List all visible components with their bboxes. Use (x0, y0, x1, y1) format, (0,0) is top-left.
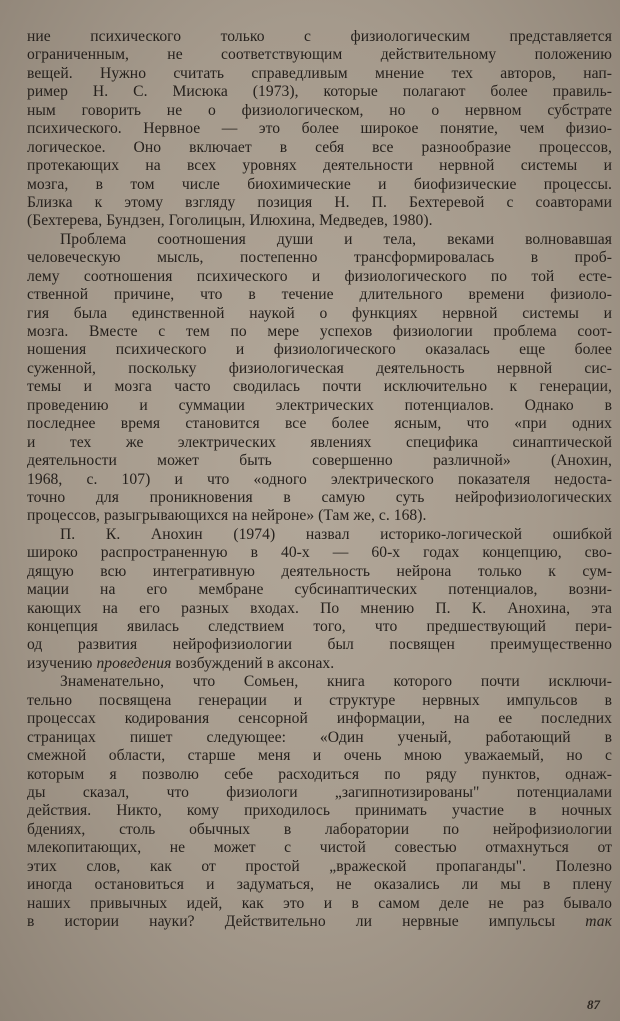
text-line: ды сказал, что физиологи „загипнотизированы" потенциалами (27, 783, 612, 801)
text-line: мации на его мембране субсинаптических потенциалов, возни- (27, 581, 612, 599)
text-line: Знаменательно, что Сомьен, книга которого почти исключи- (60, 673, 612, 691)
text-line: ние психического только с физиологическим представляется (27, 28, 612, 45)
text-line: широко распространенную в 40-х — 60-х годах концепцию, сво- (27, 544, 612, 562)
text-line: ограниченным, не соответствующим действительному положению (27, 46, 612, 64)
text-line: последнее время становится все более ясным, что «при одних (27, 415, 612, 433)
text-line: гия была единственной наукой о функциях нервной системы и (27, 304, 612, 322)
paragraph-4 (27, 673, 612, 931)
text-line: действия. Никто, кому приходилось принимать участие в ночных (27, 802, 612, 820)
text-line: вещей. Нужно считать справедливым мнение тех авторов, нап- (27, 64, 612, 82)
text-line: ример Н. С. Мисюка (1973), которые полагают более правиль- (27, 83, 612, 101)
paragraph-3 (27, 526, 612, 674)
text-line: мозга, в том числе биохимические и биофизические процессы. (27, 175, 612, 193)
text-line: темы и мозга часто сводилась почти исключительно к генерации, (27, 378, 612, 396)
text-line: проведению и суммации электрических потенциалов. Однако в (27, 396, 612, 414)
text-line: дящую всю интегративную деятельность нейрона только к сум- (27, 562, 612, 580)
text-line: иногда остановиться и задуматься, не оказались ли мы в плену (27, 876, 612, 894)
text-line: Проблема соотношения души и тела, веками волновавшая (60, 230, 612, 248)
page-text (27, 28, 612, 931)
text-line: тельно посвящена генерации и структуре нервных импульсов в (27, 691, 612, 709)
paragraph-2 (27, 231, 612, 526)
paragraph-1 (27, 28, 612, 231)
text-line: точно для проникновения в самую суть нейрофизиологических (27, 488, 612, 506)
text-line: 1968, с. 107) и что «одного электрического показателя недоста- (27, 470, 612, 488)
text-line: Близка к этому взгляду позиция Н. П. Бехтеревой с соавторами (27, 193, 612, 211)
italic-emphasis: так (585, 913, 612, 930)
text-line (27, 655, 612, 673)
text-line: человеческую мысль, постепенно трансформировалась в проб- (27, 249, 612, 267)
text-line: суженной, поскольку физиологическая деятельность нервной сис- (27, 359, 612, 377)
italic-emphasis: проведения (96, 654, 172, 672)
text-line: лему соотношения психического и физиологического по той есте- (27, 267, 612, 285)
text-line: логическое. Оно включает в себя все разнообразие процессов, (27, 138, 612, 156)
text-line: кающих на его разных входах. По мнению П. К. Анохина, эта (27, 599, 612, 617)
text-line: страницах пишет следующее: «Один ученый, работающий в (27, 728, 612, 746)
text-line: процессов, разыгрывающихся на нейроне» (Там же, с. 168). (27, 507, 427, 525)
text-line: психического. Нервное — это более широкое понятие, чем физио- (27, 120, 612, 138)
text-line: и тех же электрических явлениях специфика синаптической (27, 433, 612, 451)
text-line: которым я позволю себе расходиться по ряду пунктов, однаж- (27, 765, 612, 783)
text-line: (Бехтерева, Бундзен, Гоголицын, Илюхина, Медведев, 1980). (27, 212, 433, 230)
text-line: бдениях, столь обычных в лаборатории по нейрофизиологии (27, 820, 612, 838)
text-fragment: возбуждений в аксонах. (171, 654, 335, 672)
text-line: концепция явилась следствием того, что предшествующий пери- (27, 618, 612, 635)
text-line (27, 913, 612, 931)
text-fragment: в истории науки? Действительно ли нервные импульсы (27, 913, 586, 930)
text-line: П. К. Анохин (1974) назвал историко-логической ошибкой (60, 525, 612, 543)
text-line: млекопитающих, не может с чистой совестью отмахнуться от (27, 839, 612, 857)
text-line: процессах кодирования сенсорной информации, на ее последних (27, 710, 612, 728)
text-line: ным говорить не о физиологическом, но о нервном субстрате (27, 101, 612, 119)
page-number: 87 (587, 997, 600, 1012)
text-line: наших привычных идей, как это и в самом деле не раз бывало (27, 894, 612, 912)
text-line: смежной области, старше меня и очень мною уважаемый, но с (27, 747, 612, 765)
text-line: од развития нейрофизиологии был посвящен преимущественно (27, 636, 612, 654)
text-line: мозга. Вместе с тем по мере успехов физиологии проблема соот- (27, 323, 612, 340)
text-fragment: изучению (27, 654, 97, 672)
text-line: протекающих на всех уровнях деятельности нервной системы и (27, 157, 612, 175)
text-line: ношения психического и физиологического оказалась еще более (27, 341, 612, 359)
text-line: ственной причине, что в течение длительного времени физиоло- (27, 286, 612, 304)
text-line: деятельности может быть совершенно различной» (Анохин, (27, 452, 612, 470)
text-line: этих слов, как от простой „вражеской пропаганды". Полезно (27, 857, 612, 875)
